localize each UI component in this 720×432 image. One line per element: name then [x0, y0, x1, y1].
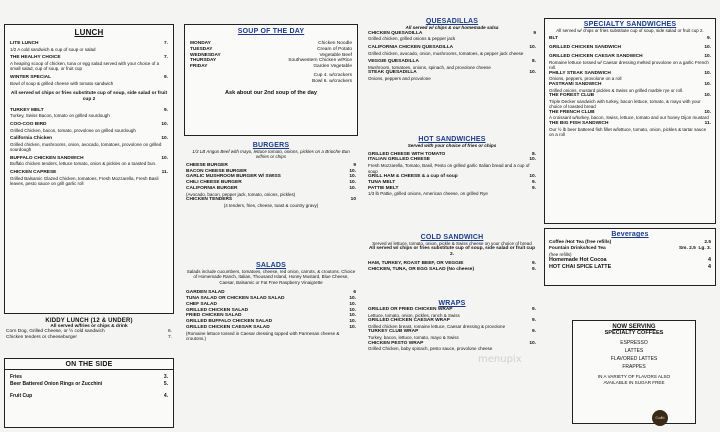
- item-desc: A heaping scoop of chicken, tuna or egg salad served with your choice of a small salad, cup of soup, or fruit cup: [10, 61, 160, 72]
- soup-title: SOUP OF THE DAY: [237, 28, 305, 35]
- salads-title: SALADS: [256, 262, 286, 269]
- hot-section: [368, 136, 536, 197]
- sides-note: All served w/ chips or fries substitute cup of soup, side salad or fruit cup 2: [10, 91, 168, 102]
- burgers-sub: 1/3 LB Angus Beef with mayo, lettuce tomato, onions, pickles on a Brioche Bun w/fries or chips: [192, 149, 350, 160]
- item-desc: (Avocado, bacon, pepper jack, tomato, onions, pickles): [186, 191, 296, 197]
- item-desc: Grilled Chicken, bacon, tomato, provolone on grilled sourdough: [10, 127, 136, 133]
- menu-item: Beer Battered Onion Rings or Zucchini 5.: [10, 381, 168, 387]
- menu-item: GRILLED CHICKEN CAESAR WRAP 9.: [368, 318, 536, 324]
- item-desc: Lettuce, tomato, onion, pickles, ranch & Swiss: [368, 312, 460, 318]
- soup-row: WEDNESDAY Vegetable Beef: [190, 52, 352, 58]
- item-desc: (free refills): [549, 251, 572, 257]
- coffee-item: FLAVORED LATTES: [610, 356, 658, 362]
- now-serving-box: [572, 320, 696, 424]
- menu-item: GRILLED CHICKEN SALAD 10.: [186, 307, 356, 313]
- sides-note: All served w/ chips or fries substitute cup of soup, side salad or fruit cup 2.: [368, 246, 536, 258]
- cold-section: [368, 234, 536, 273]
- soup-row: TUESDAY Cream of Potato: [190, 46, 352, 52]
- menu-item: VEGGIE QUESADILLA 8.: [368, 59, 536, 64]
- menu-item: GRILLED CHICKEN CAESAR SANDWICH 10.: [549, 54, 711, 59]
- item-desc: Bowl of soup & grilled cheese with tomato sandwich: [10, 80, 114, 86]
- item-desc: Triple Decker sandwich with turkey, bacon lettuce, tomato, & mayo with your choice of toasted bread: [549, 98, 701, 110]
- salads-section: [186, 262, 356, 342]
- quesadillas-sub: All served w/ chips & our homemade salsa: [405, 25, 499, 30]
- wraps-section: [368, 300, 536, 352]
- menu-item: PATTIE MELT 9.: [368, 185, 536, 191]
- menu-item: TUNA SALAD OR CHICKEN SALAD SALAD 10.: [186, 296, 356, 302]
- menu-item: ITALIAN GRILLED CHEESE 10.: [368, 157, 536, 163]
- menu-item: LITE LUNCH 7.: [10, 41, 168, 46]
- specialty-box: [544, 18, 716, 224]
- soup-box: [184, 24, 358, 136]
- quesadillas-section: [368, 18, 536, 81]
- item-desc: A croissant w/turkey, bacon, Swiss, lettuce, tomato and our honey Dijon mustard: [549, 115, 709, 121]
- menu-item: HOT CHAI SPICE LATTE 4: [549, 264, 711, 270]
- coffee-item: ESPRESSO: [620, 340, 648, 346]
- item-desc: Onions, peppers and provolone: [368, 76, 431, 81]
- menu-item: FRIED CHICKEN SALAD 10.: [186, 313, 356, 319]
- kiddy-sub: All served w/fries or chips & drink: [50, 324, 128, 329]
- quesadillas-title: QUESADILLAS: [425, 18, 479, 25]
- now-subtitle: SPECIALTY COFFEES: [604, 330, 664, 336]
- side-box: [4, 358, 174, 428]
- menu-item: BACON CHEESE BURGER 10.: [186, 168, 356, 174]
- column-quesadillas: [364, 0, 540, 432]
- menu-item: GRILLED OR FRIED CHICKEN WRAP 9.: [368, 307, 536, 312]
- menu-item: GRILLED BUFFALO CHICKEN SALAD 10.: [186, 319, 356, 325]
- item-desc: Grilled Balsamic Glazed Chicken, tomatoes, Fresh Mozzarella, Fresh Basil leaves, pesto sauce on grill garlic roll: [10, 175, 159, 187]
- soup-cup-price: Cup 4. w/crackers: [313, 72, 352, 78]
- now-footer: IN A VARIETY OF FLAVORS ALSO: [597, 374, 671, 379]
- item-desc: Grilled Chicken, baby spinach, pesto sauce, provolone cheese: [368, 346, 493, 352]
- menu-item: GRILLED CHEESE WITH TOMATO 8.: [368, 151, 536, 157]
- soup-row: THURSDAY Southwestern Chicken w/Rice: [190, 58, 352, 64]
- menu-item: GRILLED CHICKEN SANDWICH 10.: [549, 45, 711, 51]
- menu-item: THE FRENCH CLUB 10.: [549, 109, 711, 115]
- menu-item: THE BIG FISH SANDWICH 11.: [549, 120, 711, 126]
- beverages-title: Beverages: [611, 231, 649, 238]
- item-desc: (4 tenders, fries, cheese, toast & country gravy): [223, 203, 319, 208]
- item-desc: Grilled chicken, grilled onions & pepper jack: [368, 36, 456, 42]
- item-desc: Our ½ lb beer battered fish fillet w/lettuce, tomato, onion, pickles & tartar sauce on a roll: [549, 126, 707, 138]
- cafe-logo: Cafe: [652, 410, 668, 426]
- item-desc: Romaine lettuce tossed w/ Caesar dressing melted provolone on a garlic French roll.: [549, 59, 709, 71]
- menu-item: GRILL HAM & CHEESE & a cup of soup 10.: [368, 174, 536, 179]
- now-footer: AVAILABLE IN SUGAR FREE: [603, 380, 665, 385]
- menu-item: PASTRAMI SANDWICH 10.: [549, 81, 711, 87]
- menu-item: COO-COO BIRD 10.: [10, 121, 168, 127]
- menu-item: TUNA MELT 9.: [368, 179, 536, 185]
- wraps-title: WRAPS: [438, 300, 466, 307]
- menu-item: WINTER SPECIAL 9.: [10, 74, 168, 80]
- kiddy-section: [6, 318, 172, 341]
- cold-sub: Served w/ lettuce, tomato, onion, pickle & Swiss cheese on your choice of bread: [372, 241, 532, 246]
- coffee-item: LATTES: [624, 348, 644, 354]
- coffee-item: FRAPPES: [622, 364, 646, 370]
- salads-desc: Salads include cucumbers, tomatoes, cheese, red onion, carrots, & croutons. Choice of Homemade Ranch, Italian, Thousand Island, Honey Mustard, Blue Cheese, Caesar, Balsamic or Fat Free Raspberry Vinaigrette: [186, 269, 356, 285]
- soup-bowl-price: Bowl 6. w/crackers: [312, 78, 352, 84]
- menu-item: CHICKEN, TUNA, OR EGG SALAD (No cheese) 9.: [368, 266, 536, 272]
- item-desc: Fresh Mozzarella, Tomato, Basil, Pesto on grilled garlic Italian bread and a cup of soup: [368, 163, 530, 174]
- menu-item: HAM, TURKEY, ROAST BEEF, OR VEGGIE 9.: [368, 261, 536, 266]
- item-desc: Turkey, Swiss Bacon, tomato on grilled sourdough: [10, 113, 110, 119]
- now-title: NOW SERVING: [612, 324, 656, 330]
- item-desc: Grilled chicken breast, romaine lettuce, Caesar dressing & provolone: [368, 324, 506, 329]
- column-soup-burgers: [180, 0, 362, 432]
- column-specialty: [542, 0, 720, 432]
- item-desc: Grilled chicken, avocado, onion, mushrooms, tomatoes, & pepper jack cheese: [368, 50, 524, 56]
- item-desc: 1/2 A cold sandwich & cup of soup or salad: [10, 46, 96, 52]
- hot-sub: Served with your choice of fries or chips: [407, 143, 497, 148]
- item-desc: (Romaine lettuce tossed in Caesar dressing topped with Parmesan cheese & croutons.): [186, 330, 340, 342]
- menu-item: CHEESE BURGER 9: [186, 162, 356, 168]
- menu-item: CHEF SALAD 10.: [186, 301, 356, 307]
- menu-item: CHICKEN CAPRESE 11.: [10, 169, 168, 175]
- lunch-box: [4, 24, 174, 314]
- menu-item: CHICKEN PESTO WRAP 10.: [368, 340, 536, 346]
- menu-item: PHILLY STEAK SANDWICH 10.: [549, 70, 711, 76]
- menu-item: CALIFORNIA CHICKEN QUESADILLA 10.: [368, 44, 536, 50]
- menu-item: Fruit Cup 4.: [10, 393, 168, 399]
- menu-item: GARDEN SALAD 6: [186, 290, 356, 296]
- beverages-box: [544, 228, 716, 286]
- column-lunch: [0, 0, 178, 432]
- menu-item: THE HEALHY CHOICE 7.: [10, 55, 168, 61]
- menu-item: THE FOREST CLUB 10.: [549, 93, 711, 99]
- soup-ask: Ask about our 2nd soup of the day: [225, 89, 317, 96]
- menu-item: TURKEY CLUB WRAP 9.: [368, 329, 536, 335]
- item-desc: Grilled chicken, mushrooms, onion, avocado, tomatoes, provolone on grilled sourdough: [10, 141, 162, 153]
- menu-item: Corn Dog, Grilled Cheese, or ½ cold sandwich 6.: [6, 329, 172, 334]
- menu-item: CHICKEN QUESADILLA 9: [368, 30, 536, 36]
- menu-item: California Chicken 10.: [10, 136, 168, 142]
- item-desc: Onions, peppers, provolone on a roll: [549, 76, 622, 82]
- watermark: menupix: [478, 354, 522, 365]
- burgers-title: BURGERS: [252, 142, 290, 149]
- item-desc: Mushroom, tomatoes, onions, spinach, and provolone cheese: [368, 64, 491, 70]
- item-desc: Turkey, bacon, lettuce, tomato, mayo & Swiss: [368, 335, 459, 341]
- menu-item: Homemade Hot Cocoa 4: [549, 257, 711, 263]
- burgers-section: [186, 142, 356, 208]
- menu-item: GARLIC MUSHROOM BURGER W/ SWISS 10.: [186, 174, 356, 180]
- sides-note: All served w/ chips or fries substitute cup of soup, side salad or fruit cup 2.: [556, 28, 704, 33]
- menu-item: Coffee /Hot Tea (free refills) 2.5: [549, 240, 711, 245]
- menu-item: TURKEY MELT 9.: [10, 107, 168, 113]
- item-desc: 1/3 lb Pattie, grilled onions, American cheese, on grilled Rye: [368, 191, 488, 197]
- lunch-title: LUNCH: [74, 28, 104, 37]
- soup-row: FRIDAY Garden Vegetable: [190, 64, 352, 70]
- menu-item: BUFFALO CHICKEN SANDWICH 10.: [10, 155, 168, 161]
- menu-item: Fountain Drinks/Iced Tea Sm. 2.5 Lg. 3.: [549, 245, 711, 251]
- hot-title: HOT SANDWICHES: [418, 136, 486, 143]
- menu-item: Chicken tenders or cheeseburger 7.: [6, 334, 172, 340]
- item-desc: Grilled onions, mustard pickles & Swiss on grilled marble rye or roll.: [549, 87, 684, 93]
- kiddy-title: KIDDY LUNCH (12 & UNDER): [45, 318, 133, 324]
- menu-item: Fries 3.: [10, 374, 168, 380]
- menu-item: GRILLED CHICKEN CAESAR SALAD 10.: [186, 325, 356, 330]
- menu-item: CHILI CHEESE BURGER 10.: [186, 180, 356, 186]
- cold-title: COLD SANDWICH: [420, 234, 484, 241]
- menu-item: STEAK QUESADILLA 10.: [368, 70, 536, 76]
- soup-row: MONDAY Chicken Noodle: [190, 41, 352, 46]
- specialty-title: SPECIALTY SANDWICHES: [583, 21, 677, 28]
- side-title: ON THE SIDE: [5, 361, 173, 370]
- menu-item: CHICKEN TENDERS 10: [186, 197, 356, 203]
- menu-item: CALIFORNIA BURGER 10.: [186, 186, 356, 191]
- menu-item: BLT 9.: [549, 36, 711, 42]
- item-desc: Buffalo chicken tenders, lettuce tomato, onion & pickles on a toasted bun.: [10, 161, 157, 167]
